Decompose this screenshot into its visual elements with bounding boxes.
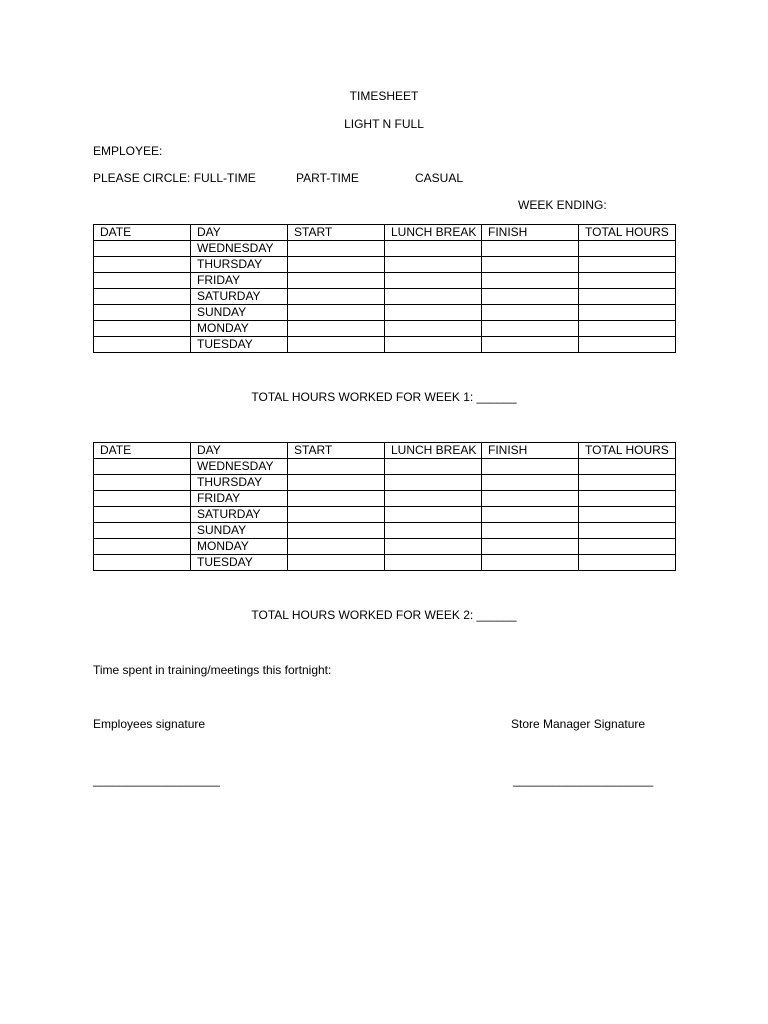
column-header-total-hours: TOTAL HOURS bbox=[579, 443, 676, 459]
total-hours-cell[interactable] bbox=[579, 273, 676, 289]
date-cell[interactable] bbox=[94, 539, 191, 555]
lunch-break-cell[interactable] bbox=[385, 539, 482, 555]
date-cell[interactable] bbox=[94, 241, 191, 257]
total-hours-cell[interactable] bbox=[579, 539, 676, 555]
timesheet-table-week-2 bbox=[93, 442, 676, 571]
week-1-total-hours: TOTAL HOURS WORKED FOR WEEK 1: ______ bbox=[251, 390, 517, 404]
day-cell: WEDNESDAY bbox=[191, 241, 288, 257]
employee-signature-line: ___________________ bbox=[93, 773, 220, 787]
total-hours-cell[interactable] bbox=[579, 523, 676, 539]
day-cell: FRIDAY bbox=[191, 273, 288, 289]
start-cell[interactable] bbox=[288, 241, 385, 257]
lunch-break-cell[interactable] bbox=[385, 321, 482, 337]
finish-cell[interactable] bbox=[482, 539, 579, 555]
table-row bbox=[94, 459, 676, 475]
table-row bbox=[94, 241, 676, 257]
table-header-row bbox=[94, 225, 676, 241]
lunch-break-cell[interactable] bbox=[385, 337, 482, 353]
total-hours-cell[interactable] bbox=[579, 555, 676, 571]
column-header-finish: FINISH bbox=[482, 225, 579, 241]
lunch-break-cell[interactable] bbox=[385, 273, 482, 289]
column-header-total-hours: TOTAL HOURS bbox=[579, 225, 676, 241]
column-header-lunch-break: LUNCH BREAK bbox=[385, 225, 482, 241]
manager-signature-line: _____________________ bbox=[513, 773, 654, 787]
start-cell[interactable] bbox=[288, 257, 385, 273]
page-title: TIMESHEET bbox=[349, 89, 419, 103]
timesheet-table-week-1 bbox=[93, 224, 676, 353]
casual-option: CASUAL bbox=[415, 171, 464, 185]
date-cell[interactable] bbox=[94, 321, 191, 337]
lunch-break-cell[interactable] bbox=[385, 459, 482, 475]
training-meetings-label: Time spent in training/meetings this fortnight: bbox=[93, 663, 332, 677]
manager-signature-label: Store Manager Signature bbox=[511, 717, 646, 731]
total-hours-cell[interactable] bbox=[579, 337, 676, 353]
table-row bbox=[94, 475, 676, 491]
table-header-row bbox=[94, 443, 676, 459]
total-hours-cell[interactable] bbox=[579, 257, 676, 273]
date-cell[interactable] bbox=[94, 459, 191, 475]
finish-cell[interactable] bbox=[482, 321, 579, 337]
finish-cell[interactable] bbox=[482, 475, 579, 491]
start-cell[interactable] bbox=[288, 491, 385, 507]
start-cell[interactable] bbox=[288, 539, 385, 555]
day-cell: THURSDAY bbox=[191, 257, 288, 273]
column-header-lunch-break: LUNCH BREAK bbox=[385, 443, 482, 459]
date-cell[interactable] bbox=[94, 257, 191, 273]
date-cell[interactable] bbox=[94, 523, 191, 539]
lunch-break-cell[interactable] bbox=[385, 241, 482, 257]
start-cell[interactable] bbox=[288, 475, 385, 491]
lunch-break-cell[interactable] bbox=[385, 523, 482, 539]
lunch-break-cell[interactable] bbox=[385, 507, 482, 523]
start-cell[interactable] bbox=[288, 555, 385, 571]
finish-cell[interactable] bbox=[482, 491, 579, 507]
table-row bbox=[94, 555, 676, 571]
start-cell[interactable] bbox=[288, 289, 385, 305]
total-hours-cell[interactable] bbox=[579, 475, 676, 491]
total-hours-cell[interactable] bbox=[579, 491, 676, 507]
lunch-break-cell[interactable] bbox=[385, 305, 482, 321]
start-cell[interactable] bbox=[288, 321, 385, 337]
column-header-date: DATE bbox=[94, 443, 191, 459]
finish-cell[interactable] bbox=[482, 459, 579, 475]
lunch-break-cell[interactable] bbox=[385, 289, 482, 305]
start-cell[interactable] bbox=[288, 337, 385, 353]
lunch-break-cell[interactable] bbox=[385, 475, 482, 491]
lunch-break-cell[interactable] bbox=[385, 491, 482, 507]
date-cell[interactable] bbox=[94, 305, 191, 321]
total-hours-cell[interactable] bbox=[579, 289, 676, 305]
table-row bbox=[94, 321, 676, 337]
day-cell: FRIDAY bbox=[191, 491, 288, 507]
part-time-option: PART-TIME bbox=[296, 171, 359, 185]
day-cell: SUNDAY bbox=[191, 523, 288, 539]
column-header-day: DAY bbox=[191, 225, 288, 241]
start-cell[interactable] bbox=[288, 523, 385, 539]
table-row bbox=[94, 337, 676, 353]
table-row bbox=[94, 289, 676, 305]
table-row bbox=[94, 273, 676, 289]
total-hours-cell[interactable] bbox=[579, 305, 676, 321]
date-cell[interactable] bbox=[94, 289, 191, 305]
total-hours-cell[interactable] bbox=[579, 507, 676, 523]
finish-cell[interactable] bbox=[482, 257, 579, 273]
day-cell: TUESDAY bbox=[191, 555, 288, 571]
table-row bbox=[94, 507, 676, 523]
finish-cell[interactable] bbox=[482, 305, 579, 321]
table-row bbox=[94, 491, 676, 507]
finish-cell[interactable] bbox=[482, 523, 579, 539]
date-cell[interactable] bbox=[94, 337, 191, 353]
date-cell[interactable] bbox=[94, 507, 191, 523]
finish-cell[interactable] bbox=[482, 241, 579, 257]
table-row bbox=[94, 305, 676, 321]
start-cell[interactable] bbox=[288, 273, 385, 289]
day-cell: SUNDAY bbox=[191, 305, 288, 321]
column-header-finish: FINISH bbox=[482, 443, 579, 459]
finish-cell[interactable] bbox=[482, 273, 579, 289]
table-row bbox=[94, 523, 676, 539]
finish-cell[interactable] bbox=[482, 507, 579, 523]
table-row bbox=[94, 257, 676, 273]
day-cell: TUESDAY bbox=[191, 337, 288, 353]
table-row bbox=[94, 539, 676, 555]
week-2-total-hours: TOTAL HOURS WORKED FOR WEEK 2: ______ bbox=[251, 608, 517, 622]
date-cell[interactable] bbox=[94, 491, 191, 507]
column-header-day: DAY bbox=[191, 443, 288, 459]
start-cell[interactable] bbox=[288, 305, 385, 321]
day-cell: MONDAY bbox=[191, 539, 288, 555]
day-cell: SATURDAY bbox=[191, 507, 288, 523]
date-cell[interactable] bbox=[94, 273, 191, 289]
total-hours-cell[interactable] bbox=[579, 241, 676, 257]
day-cell: SATURDAY bbox=[191, 289, 288, 305]
date-cell[interactable] bbox=[94, 475, 191, 491]
day-cell: THURSDAY bbox=[191, 475, 288, 491]
start-cell[interactable] bbox=[288, 459, 385, 475]
day-cell: MONDAY bbox=[191, 321, 288, 337]
lunch-break-cell[interactable] bbox=[385, 257, 482, 273]
company-name: LIGHT N FULL bbox=[344, 117, 424, 131]
column-header-start: START bbox=[288, 443, 385, 459]
finish-cell[interactable] bbox=[482, 289, 579, 305]
employment-type-label: PLEASE CIRCLE: FULL-TIME bbox=[93, 171, 256, 185]
week-ending-label: WEEK ENDING: bbox=[518, 198, 607, 212]
finish-cell[interactable] bbox=[482, 555, 579, 571]
total-hours-cell[interactable] bbox=[579, 459, 676, 475]
day-cell: WEDNESDAY bbox=[191, 459, 288, 475]
column-header-date: DATE bbox=[94, 225, 191, 241]
total-hours-cell[interactable] bbox=[579, 321, 676, 337]
lunch-break-cell[interactable] bbox=[385, 555, 482, 571]
date-cell[interactable] bbox=[94, 555, 191, 571]
finish-cell[interactable] bbox=[482, 337, 579, 353]
start-cell[interactable] bbox=[288, 507, 385, 523]
employee-label: EMPLOYEE: bbox=[93, 144, 163, 158]
column-header-start: START bbox=[288, 225, 385, 241]
employee-signature-label: Employees signature bbox=[93, 717, 206, 731]
